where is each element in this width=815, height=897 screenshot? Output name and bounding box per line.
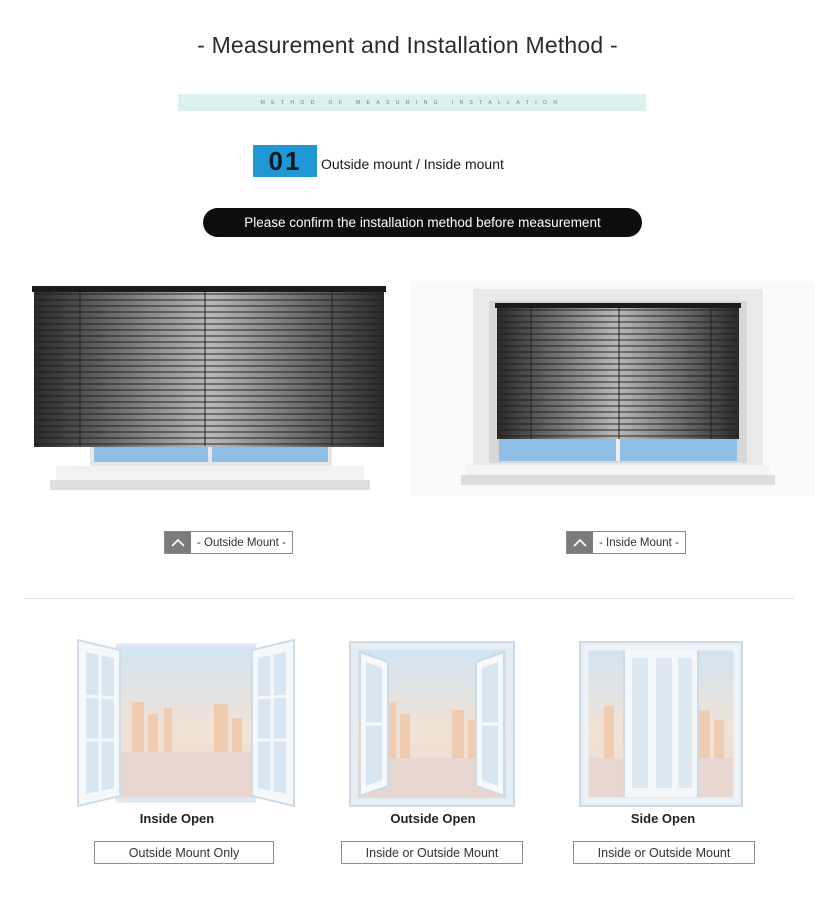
- inside-open-mount-note: Outside Mount Only: [94, 841, 274, 864]
- subtitle-bar: [178, 94, 646, 111]
- outside-open-caption: Outside Open: [390, 811, 476, 826]
- page-title: - Measurement and Installation Method -: [197, 32, 618, 58]
- step-number-badge: 01: [253, 145, 317, 177]
- outside-mount-label: - Outside Mount -: [197, 536, 286, 549]
- outside-open-mount-note: Inside or Outside Mount: [341, 841, 523, 864]
- side-open-mount-note: Inside or Outside Mount: [573, 841, 755, 864]
- section-divider: [24, 598, 794, 599]
- inside-open-window-image: [74, 632, 298, 808]
- outside-mount-tag: [164, 531, 293, 554]
- step-label: Outside mount / Inside mount: [321, 156, 504, 172]
- side-open-caption: Side Open: [630, 811, 696, 826]
- side-open-window-image: [578, 640, 744, 808]
- inside-mount-tag: [566, 531, 686, 554]
- inside-mount-illustration: [411, 281, 815, 496]
- chevron-up-icon: [165, 532, 191, 553]
- chevron-up-icon: [567, 532, 593, 553]
- measurement-notice: Please confirm the installation method before measurement: [203, 208, 642, 237]
- outside-mount-illustration: [30, 284, 390, 499]
- outside-open-window-image: [348, 640, 516, 808]
- inside-open-caption: Inside Open: [139, 811, 215, 826]
- inside-mount-label: - Inside Mount -: [599, 536, 679, 549]
- subtitle-text: METHOD OF MEASURING INSTALLATION: [260, 99, 564, 106]
